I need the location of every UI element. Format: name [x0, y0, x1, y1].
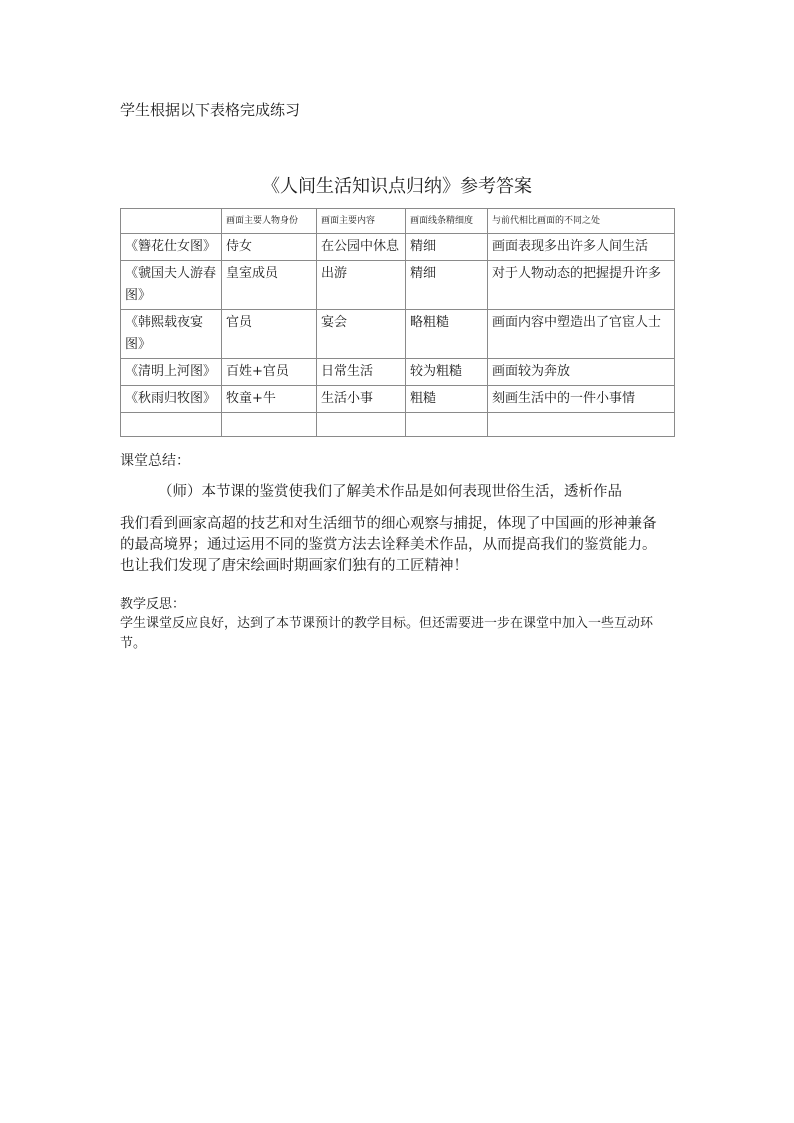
table-header-cell: 画面线条精细度 — [406, 209, 488, 234]
table-cell: 日常生活 — [317, 359, 406, 386]
summary-paragraph: 我们看到画家高超的技艺和对生活细节的细心观察与捕捉，体现了中国画的形神兼备的最高境界；通过运用不同的鉴赏方法去诠释美术作品，从而提高我们的鉴赏能力。也让我们发现了唐宋绘画时期画家们独有的工匠精神！ — [120, 516, 657, 574]
table-title: 《人间生活知识点归纳》参考答案 — [262, 176, 532, 197]
knowledge-table — [120, 208, 675, 437]
table-cell: 略粗糙 — [406, 310, 488, 359]
reflection-paragraph: 学生课堂反应良好，达到了本节课预计的教学目标。但还需要进一步在课堂中加入一些互动环节。 — [120, 616, 654, 651]
table-cell: 较为粗糙 — [406, 359, 488, 386]
table-cell: 牧童+牛 — [222, 386, 317, 413]
table-row — [121, 310, 675, 359]
table-row — [121, 234, 675, 261]
table-cell — [488, 413, 675, 437]
table-cell: 官员 — [222, 310, 317, 359]
intro-text: 学生根据以下表格完成练习 — [120, 101, 301, 119]
table-cell — [406, 413, 488, 437]
reflection-heading: 教学反思： — [120, 597, 186, 612]
painting-name-cell: 《韩熙载夜宴图》 — [121, 310, 222, 359]
table-cell: 刻画生活中的一件小事情 — [488, 386, 675, 413]
table-cell — [121, 413, 222, 437]
summary-heading: 课堂总结： — [120, 453, 190, 469]
table-row — [121, 261, 675, 310]
table-cell: 画面较为奔放 — [488, 359, 675, 386]
table-header-row — [121, 209, 675, 234]
painting-name-cell: 《簪花仕女图》 — [121, 234, 222, 261]
table-cell: 宴会 — [317, 310, 406, 359]
table-cell: 画面表现多出许多人间生活 — [488, 234, 675, 261]
table-cell: 在公园中休息 — [317, 234, 406, 261]
table-cell: 皇室成员 — [222, 261, 317, 310]
table-row — [121, 386, 675, 413]
table-cell: 粗糙 — [406, 386, 488, 413]
table-cell: 对于人物动态的把握提升许多 — [488, 261, 675, 310]
painting-name-cell: 《秋雨归牧图》 — [121, 386, 222, 413]
table-cell: 出游 — [317, 261, 406, 310]
table-header-cell: 与前代相比画面的不同之处 — [488, 209, 675, 234]
table-cell: 侍女 — [222, 234, 317, 261]
painting-name-cell: 《虢国夫人游春图》 — [121, 261, 222, 310]
table-cell: 画面内容中塑造出了官宦人士 — [488, 310, 675, 359]
table-cell: 百姓+官员 — [222, 359, 317, 386]
table-cell — [317, 413, 406, 437]
table-cell — [222, 413, 317, 437]
table-header-cell: 画面主要人物身份 — [222, 209, 317, 234]
table-row-empty — [121, 413, 675, 437]
table-cell: 生活小事 — [317, 386, 406, 413]
table-row — [121, 359, 675, 386]
table-header-cell — [121, 209, 222, 234]
table-cell: 精细 — [406, 234, 488, 261]
table-cell: 精细 — [406, 261, 488, 310]
summary-first-line: （师）本节课的鉴赏使我们了解美术作品是如何表现世俗生活，透析作品 — [158, 484, 622, 500]
table-header-cell: 画面主要内容 — [317, 209, 406, 234]
painting-name-cell: 《清明上河图》 — [121, 359, 222, 386]
